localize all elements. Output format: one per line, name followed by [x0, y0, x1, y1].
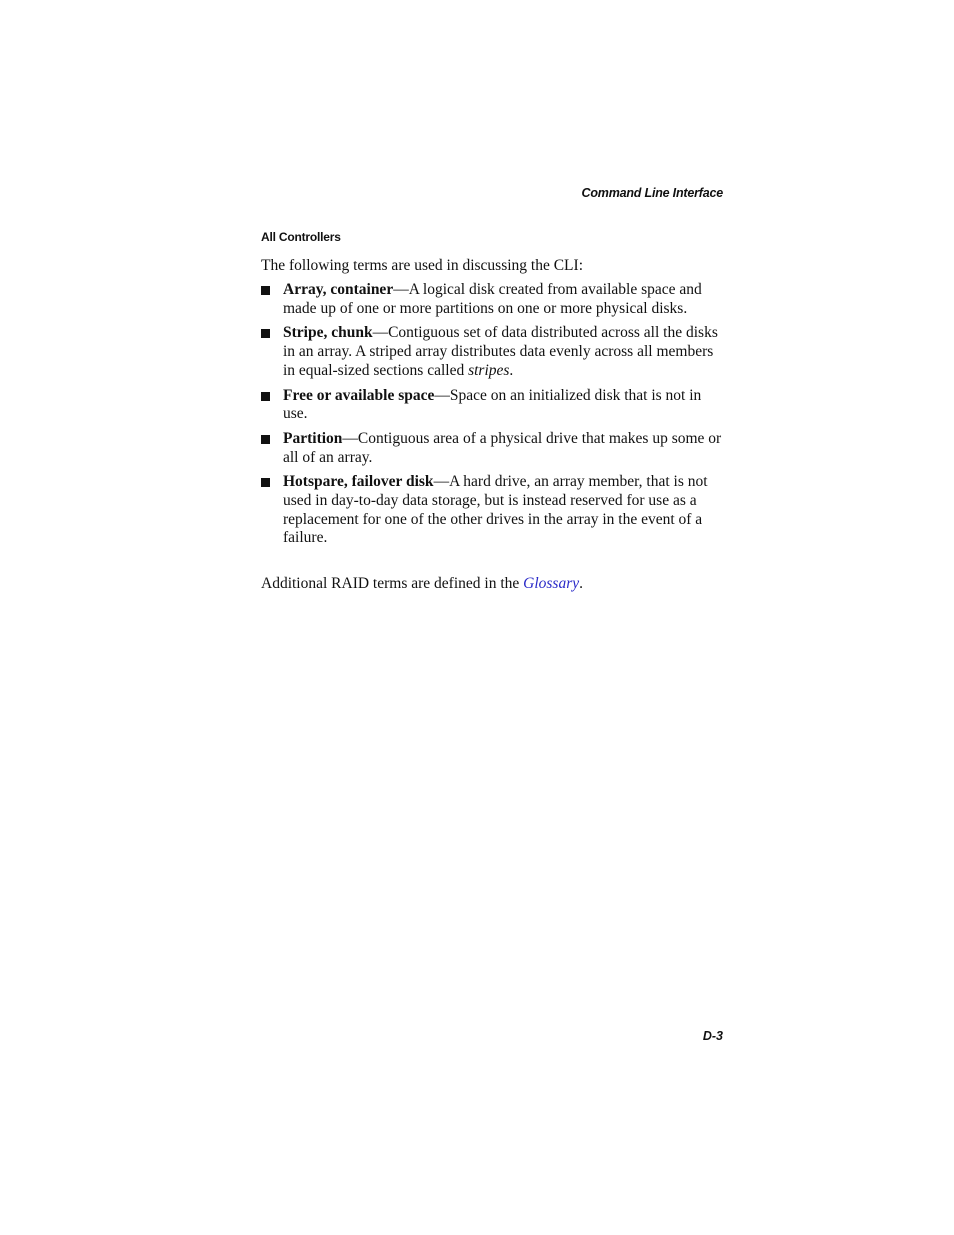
page-number: D-3: [702, 1029, 723, 1043]
term-name: Partition: [283, 429, 343, 447]
closing-paragraph: [261, 574, 723, 593]
list-item: [261, 387, 723, 424]
term-name: Hotspare, failover disk: [283, 473, 434, 491]
term-name: Free or available space: [283, 386, 435, 404]
list-item: [261, 281, 723, 318]
term-list: [261, 281, 723, 554]
square-bullet-icon: [261, 435, 270, 444]
term-definition: —Contiguous area of a physical drive that makes up some or all of an array.: [283, 429, 722, 466]
term-definition: —A hard drive, an array member, that is not used in day-to-day data storage, but is instead reserved for use as a replacement for one of the other drives in the array in the event of a failure.: [283, 473, 708, 547]
square-bullet-icon: [261, 286, 270, 295]
running-header: Command Line Interface: [581, 186, 723, 200]
list-item: [261, 324, 723, 380]
square-bullet-icon: [261, 392, 270, 401]
list-item: [261, 473, 723, 548]
intro-paragraph: The following terms are used in discussing the CLI:: [261, 257, 583, 274]
section-label: All Controllers: [261, 230, 341, 244]
square-bullet-icon: [261, 329, 270, 338]
term-definition: —Contiguous set of data distributed across all the disks in an array. A striped array distributes data evenly across all members in equal-sized sections called: [283, 324, 718, 379]
term-emphasis: stripes: [468, 361, 510, 379]
term-definition-tail: .: [509, 361, 514, 379]
term-name: Array, container: [283, 281, 394, 298]
square-bullet-icon: [261, 478, 270, 487]
list-item: [261, 430, 723, 467]
glossary-link[interactable]: Glossary: [523, 575, 580, 592]
closing-text: Additional RAID terms are defined in the: [261, 575, 524, 592]
closing-tail: .: [579, 575, 583, 592]
term-definition: —Space on an initialized disk that is not in use.: [283, 386, 702, 423]
term-definition: —A logical disk created from available space and made up of one or more partitions on one or more physical disks.: [283, 281, 702, 317]
term-name: Stripe, chunk: [283, 324, 373, 342]
